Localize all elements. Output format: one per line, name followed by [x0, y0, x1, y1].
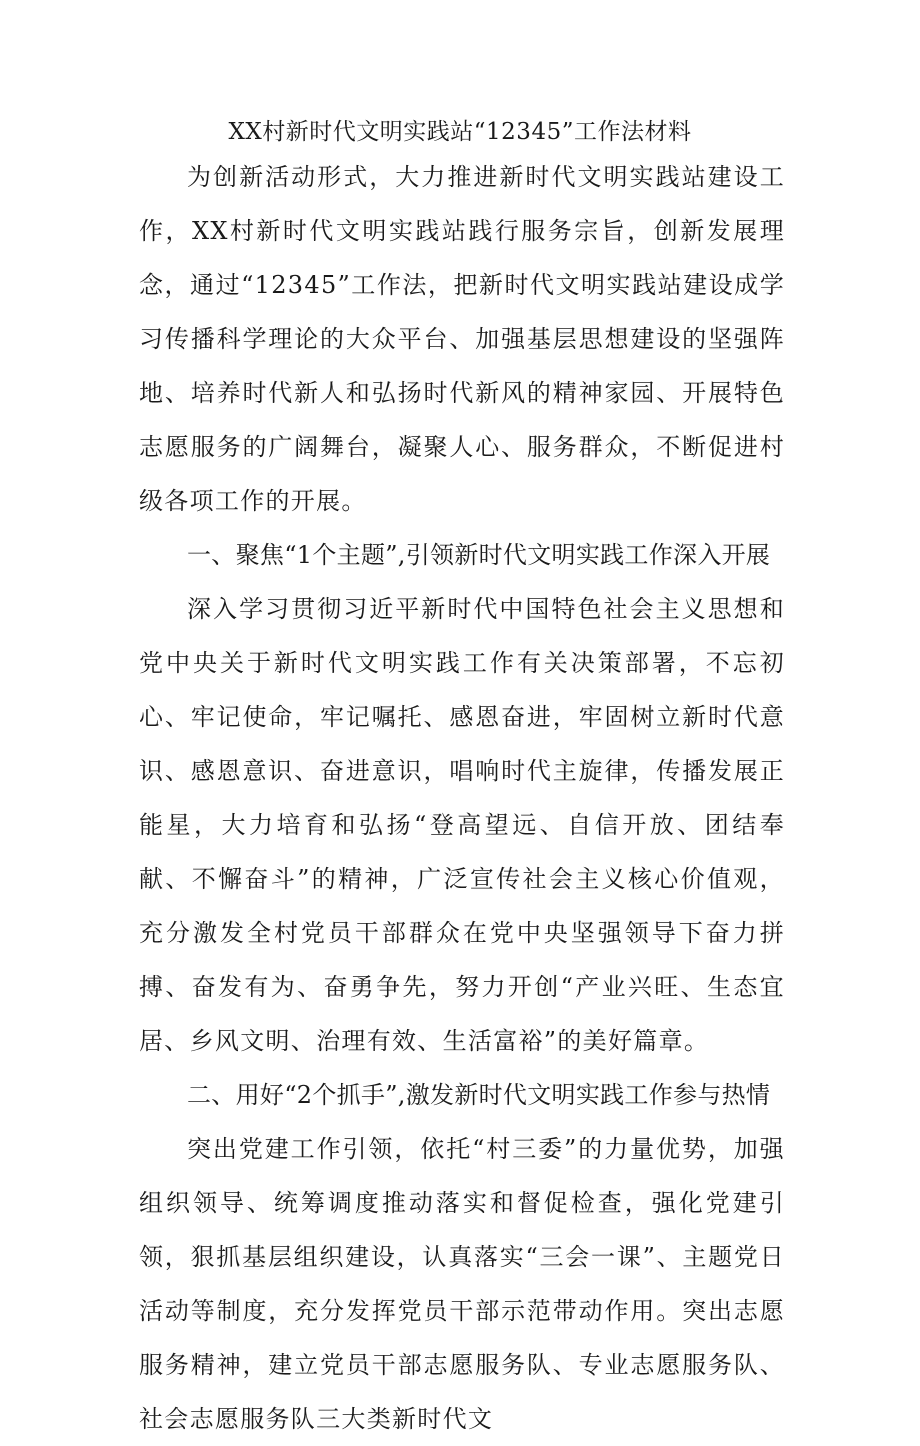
document-title: XX村新时代文明实践站“12345”工作法材料	[228, 119, 692, 145]
section-2-heading: 二、用好“2个抓手”,激发新时代文明实践工作参与热情	[187, 1081, 771, 1109]
document-body	[139, 150, 785, 1446]
section-1-paragraph: 深入学习贯彻习近平新时代中国特色社会主义思想和党中央关于新时代文明实践工作有关决策部署，不忘初心、牢记使命，牢记嘱托、感恩奋进，牢固树立新时代意识、感恩意识、奋进意识，唱响时代主旋律，传播发展正能星，大力培育和弘扬“登高望远、自信开放、团结奉献、不懈奋斗”的精神，广泛宣传社会主义核心价值观，充分激发全村党员干部群众在党中央坚强领导下奋力拼搏、奋发有为、奋勇争先，努力开创“产业兴旺、生态宜居、乡风文明、治理有效、生活富裕”的美好篇章。	[139, 595, 785, 1055]
intro-paragraph: 为创新活动形式，大力推进新时代文明实践站建设工作，XX村新时代文明实践站践行服务宗旨，创新发展理念，通过“12345”工作法，把新时代文明实践站建设成学习传播科学理论的大众平台、加强基层思想建设的坚强阵地、培养时代新人和弘扬时代新风的精神家园、开展特色志愿服务的广阔舞台，凝聚人心、服务群众，不断促进村级各项工作的开展。	[139, 163, 785, 515]
section-1-heading: 一、聚焦“1个主题”,引领新时代文明实践工作深入开展	[187, 541, 771, 569]
section-2-paragraph: 突出党建工作引领，依托“村三委”的力量优势，加强组织领导、统筹调度推动落实和督促检查，强化党建引领，狠抓基层组织建设，认真落实“三会一课”、主题党日活动等制度，充分发挥党员干部示范带动作用。突出志愿服务精神，建立党员干部志愿服务队、专业志愿服务队、社会志愿服务队三大类新时代文	[139, 1135, 785, 1433]
